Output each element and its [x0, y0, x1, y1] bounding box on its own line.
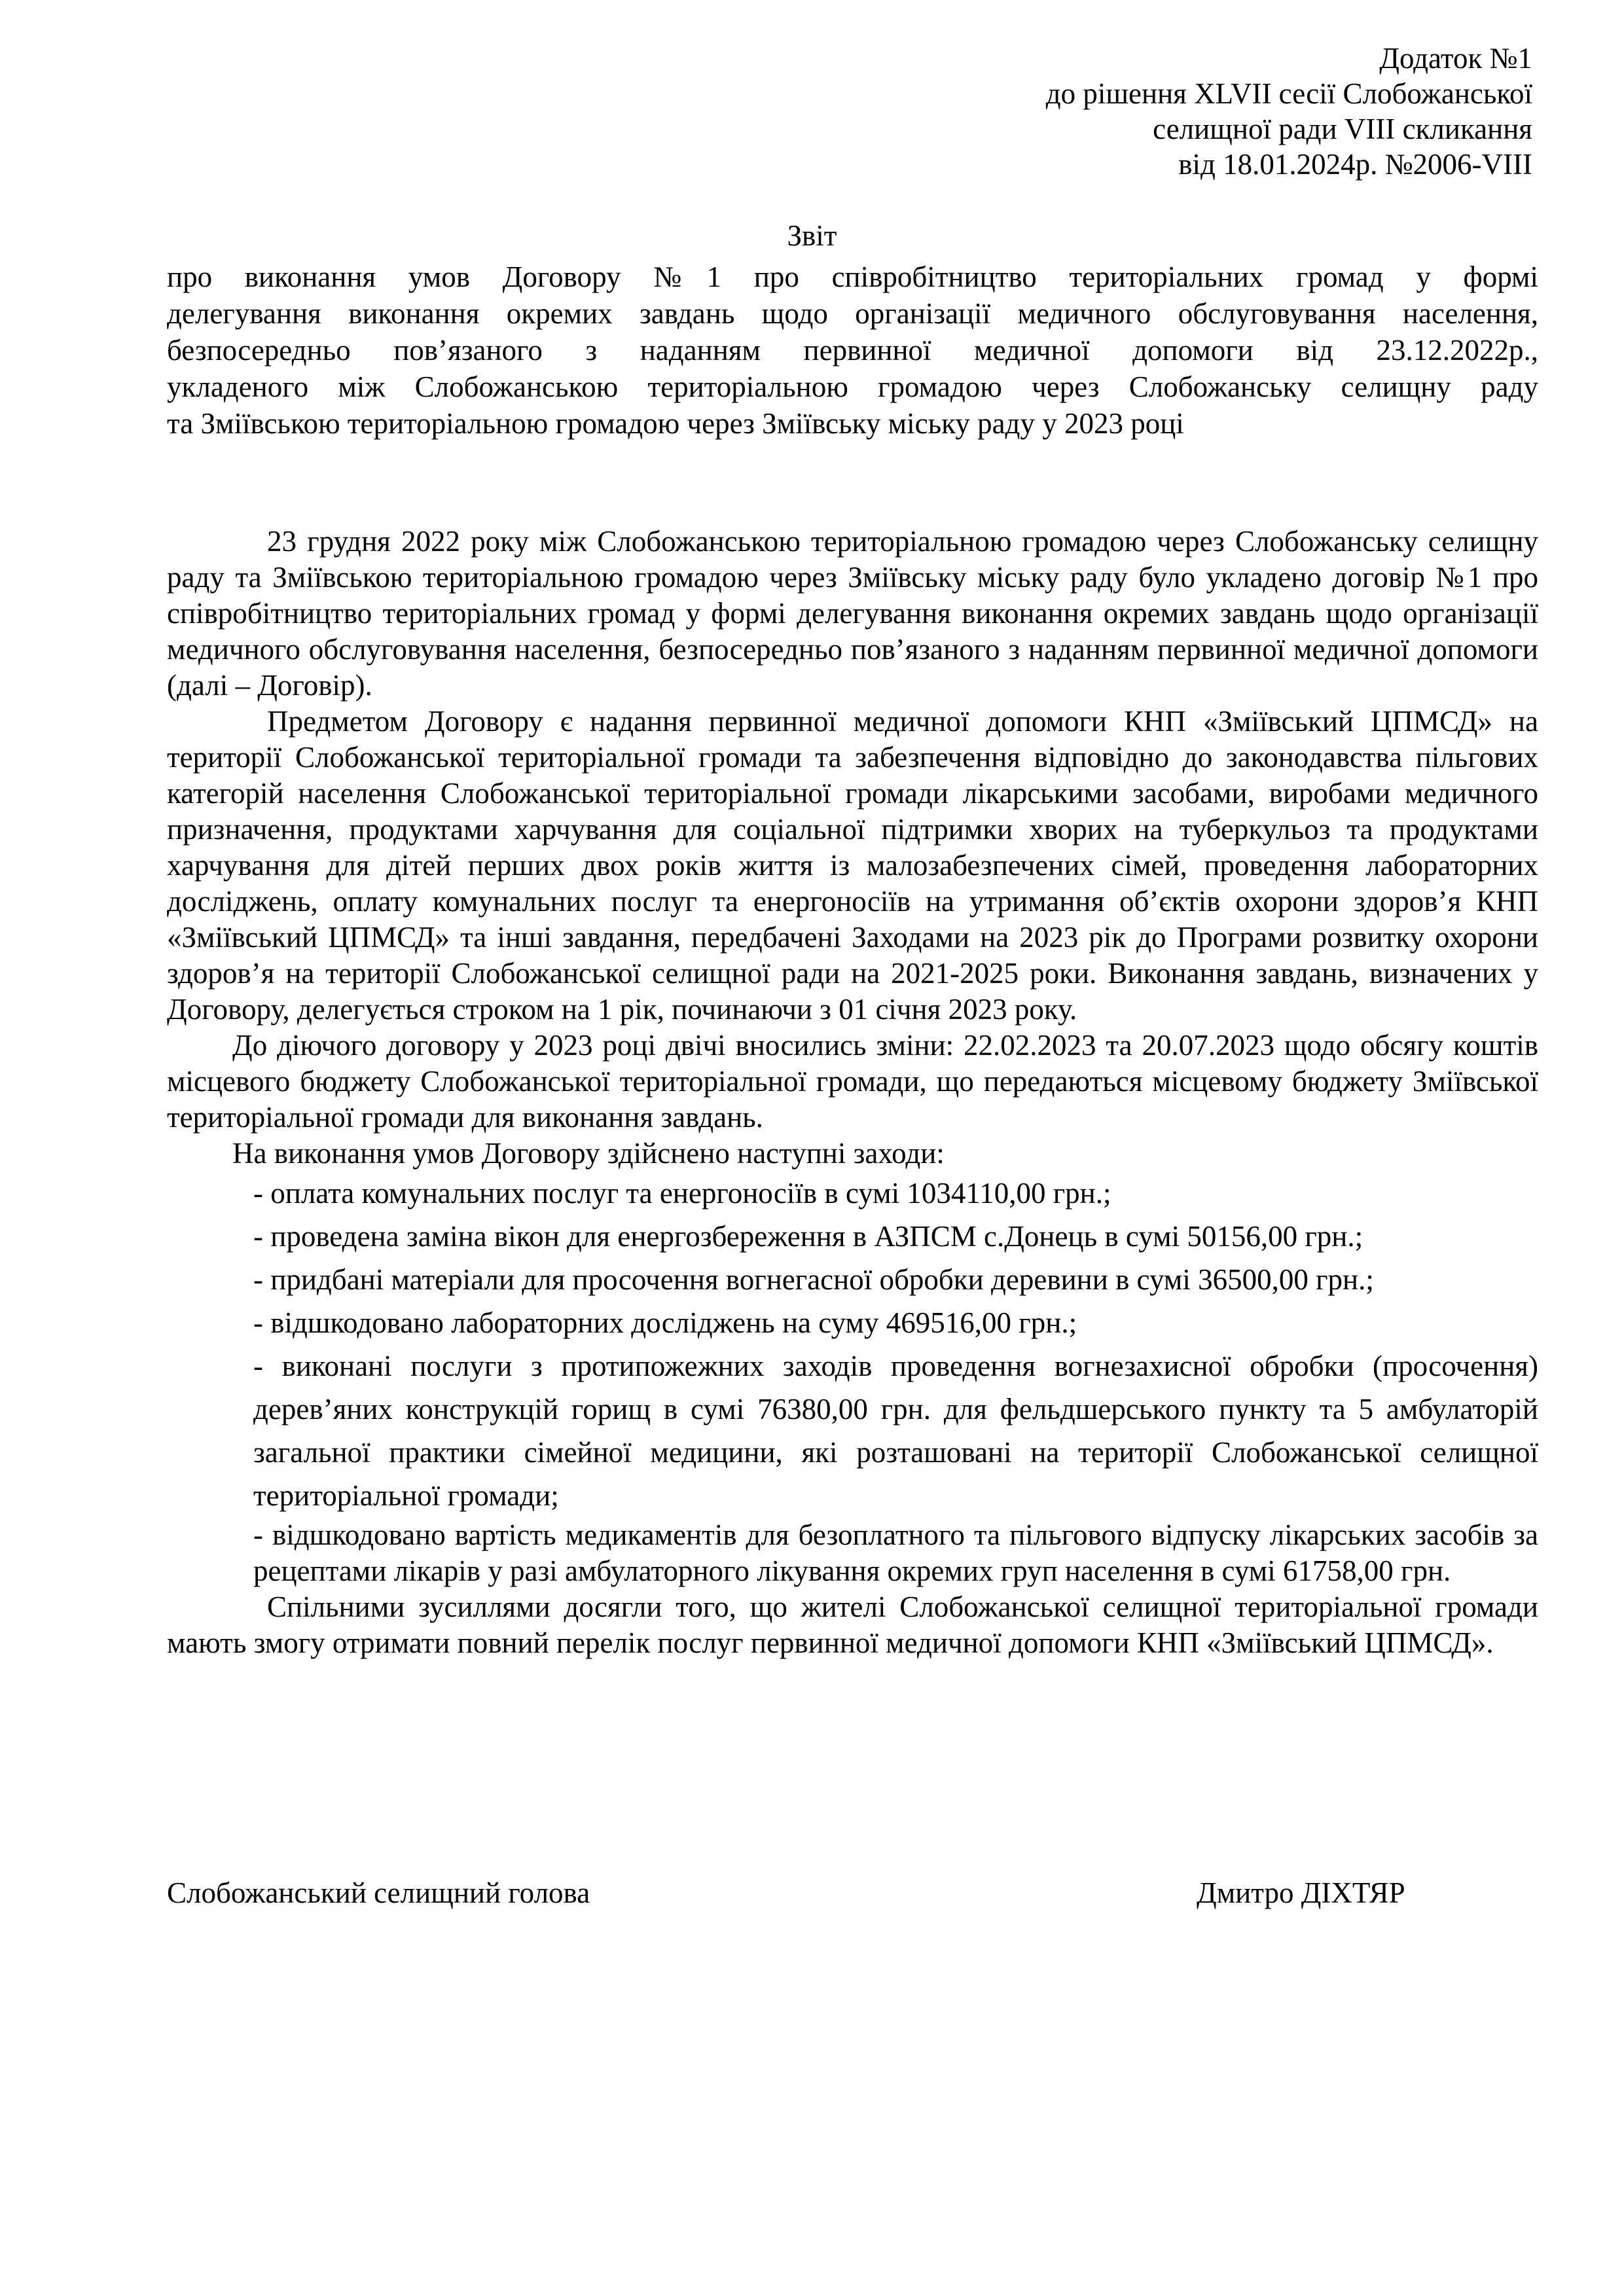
subtitle-line: делегування виконання окремих завдань щодо організації медичного обслуговування населення,: [167, 297, 1538, 330]
document-title: Звіт: [787, 219, 837, 252]
subtitle-line: укладеного між Слобожанською територіальною громадою через Слобожанську селищну раду: [167, 370, 1538, 403]
measure-item: - проведена заміна вікон для енергозбереження в АЗПСМ с.Донець в сумі 50156,00 грн.;: [253, 1220, 1363, 1253]
measure-item: - придбані матеріали для просочення вогнегасної обробки деревини в сумі 36500,00 грн.;: [253, 1263, 1374, 1296]
measure-item: - виконані послуги з протипожежних заходів проведення вогнезахисної обробки (просочення) дерев’яних конструкцій горищ в сумі 76380,00 грн. для фельдшерського пункту та 5 амбулаторій загальної практики сімейної медицини, які розташовані на території Слобожанської селищної територіальної громади;: [253, 1350, 1538, 1512]
measures-list: [167, 1172, 1538, 1589]
signatory-name: Дмитро ДІХТЯР: [1197, 1876, 1405, 1909]
measures-intro: На виконання умов Договору здійснено наступні заходи:: [232, 1137, 945, 1170]
measure-item: - відшкодовано вартість медикаментів для безоплатного та пільгового відпуску лікарських засобів за рецептами лікарів у разі амбулаторного лікування окремих груп населення в сумі 61758,00 грн.: [253, 1518, 1538, 1587]
measure-item: - відшкодовано лабораторних досліджень на суму 469516,00 грн.;: [253, 1306, 1077, 1339]
document-subtitle: [167, 259, 1538, 442]
amendments-paragraph: До діючого договору у 2023 році двічі вносились зміни: 22.02.2023 та 20.07.2023 щодо обсягу коштів місцевого бюджету Слобожанської територіальної громади, що передаються місцевому бюджету Зміївської територіальної громади для виконання завдань.: [167, 1029, 1538, 1134]
council-convocation: селищної ради VIII скликання: [1153, 113, 1532, 145]
signatory-position: Слобожанський селищний голова: [167, 1876, 590, 1909]
appendix-header: [1046, 41, 1532, 182]
subject-paragraph: Предметом Договору є надання первинної медичної допомоги КНП «Зміївський ЦПМСД» на території Слобожанської територіальної громади та забезпечення відповідно до законодавства пільгових категорій населення Слобожанської територіальної громади лікарськими засобами, виробами медичного призначення, продуктами харчування для соціальної підтримки хворих на туберкульоз та продуктами харчування для дітей перших двох років життя із малозабезпечених сімей, проведення лабораторних досліджень, оплату комунальних послуг та енергоносіїв на утримання об’єктів охорони здоров’я КНП «Зміївський ЦПМСД» та інші завдання, передбачені Заходами на 2023 рік до Програми розвитку охорони здоров’я на території Слобожанської селищної ради на 2021-2025 роки. Виконання завдань, визначених у Договору, делегується строком на 1 рік, починаючи з 01 січня 2023 року.: [167, 705, 1538, 1026]
appendix-number: Додаток №1: [1379, 42, 1532, 75]
subtitle-line: та Зміївською територіальною громадою через Зміївську міську раду у 2023 році: [167, 407, 1184, 440]
subtitle-line: про виконання умов Договору №1 про співробітництво територіальних громад у формі: [167, 260, 1538, 293]
decision-date-number: від 18.01.2024р. №2006-VIII: [1178, 148, 1532, 181]
subtitle-line: безпосередньо пов’язаного з наданням первинної медичної допомоги від 23.12.2022р.,: [167, 334, 1538, 367]
document-body: [167, 524, 1538, 1661]
decision-reference: до рішення XLVII сесії Слобожанської: [1045, 77, 1532, 110]
measure-item: - оплата комунальних послуг та енергоносіїв в сумі 1034110,00 грн.;: [253, 1177, 1111, 1210]
intro-paragraph: 23 грудня 2022 року між Слобожанською територіальною громадою через Слобожанську селищну раду та Зміївською територіальною громадою через Зміївську міську раду було укладено договір №1 про співробітництво територіальних громад у формі делегування виконання окремих завдань щодо організації медичного обслуговування населення, безпосередньо пов’язаного з наданням первинної медичної допомоги (далі – Договір).: [167, 525, 1538, 702]
conclusion-paragraph: Спільними зусиллями досягли того, що жителі Слобожанської селищної територіальної громади мають змогу отримати повний перелік послуг первинної медичної допомоги КНП «Зміївський ЦПМСД».: [167, 1590, 1538, 1659]
